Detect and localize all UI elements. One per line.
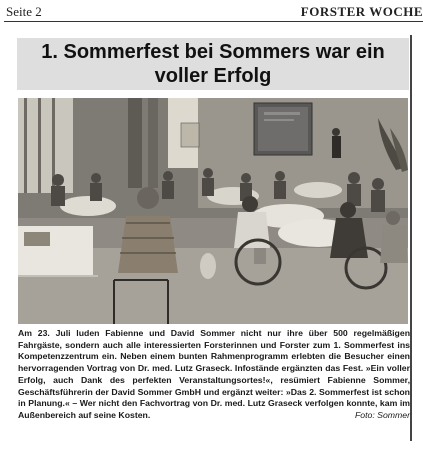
photo-credit: Foto: Sommer [354, 409, 410, 420]
article-photo [18, 98, 408, 324]
header-rule [4, 21, 423, 22]
publication-name: FORSTER WOCHE [300, 4, 423, 19]
article-caption [18, 328, 410, 422]
page-number: Seite 2 [6, 4, 42, 19]
event-photo-graphic [18, 98, 408, 324]
headline-box [17, 38, 409, 90]
caption-text: Am 23. Juli luden Fabienne und David Sommer nicht nur ihre über 500 regelmäßigen Fahrgäste, sondern auch alle interessierten Forsterinnen und Forster zum 1. Sommerfest ins Kompetenzzentrum ein. Neben einem bunten Rahmenprogramm erlebten die Besucher einen hervorragenden Vortrag von Dr. med. Lutz Graseck. Infostände ergänzten das Fest. »Ein voller Erfolg, auch Dank des perfekten Veranstaltungsortes!«, resümiert Fabienne Sommer, Geschäftsführerin der David Sommer GmbH und ergänzt weiter: »Das 2. Sommerfest ist schon in Planung.« – Wer nicht den Fachvortrag von Dr. med. Lutz Graseck verfolgen konnte, kam im Außenbereich auf seine Kosten. [18, 328, 410, 420]
article-headline: 1. Sommerfest bei Sommers war ein voller Erfolg [41, 41, 385, 87]
